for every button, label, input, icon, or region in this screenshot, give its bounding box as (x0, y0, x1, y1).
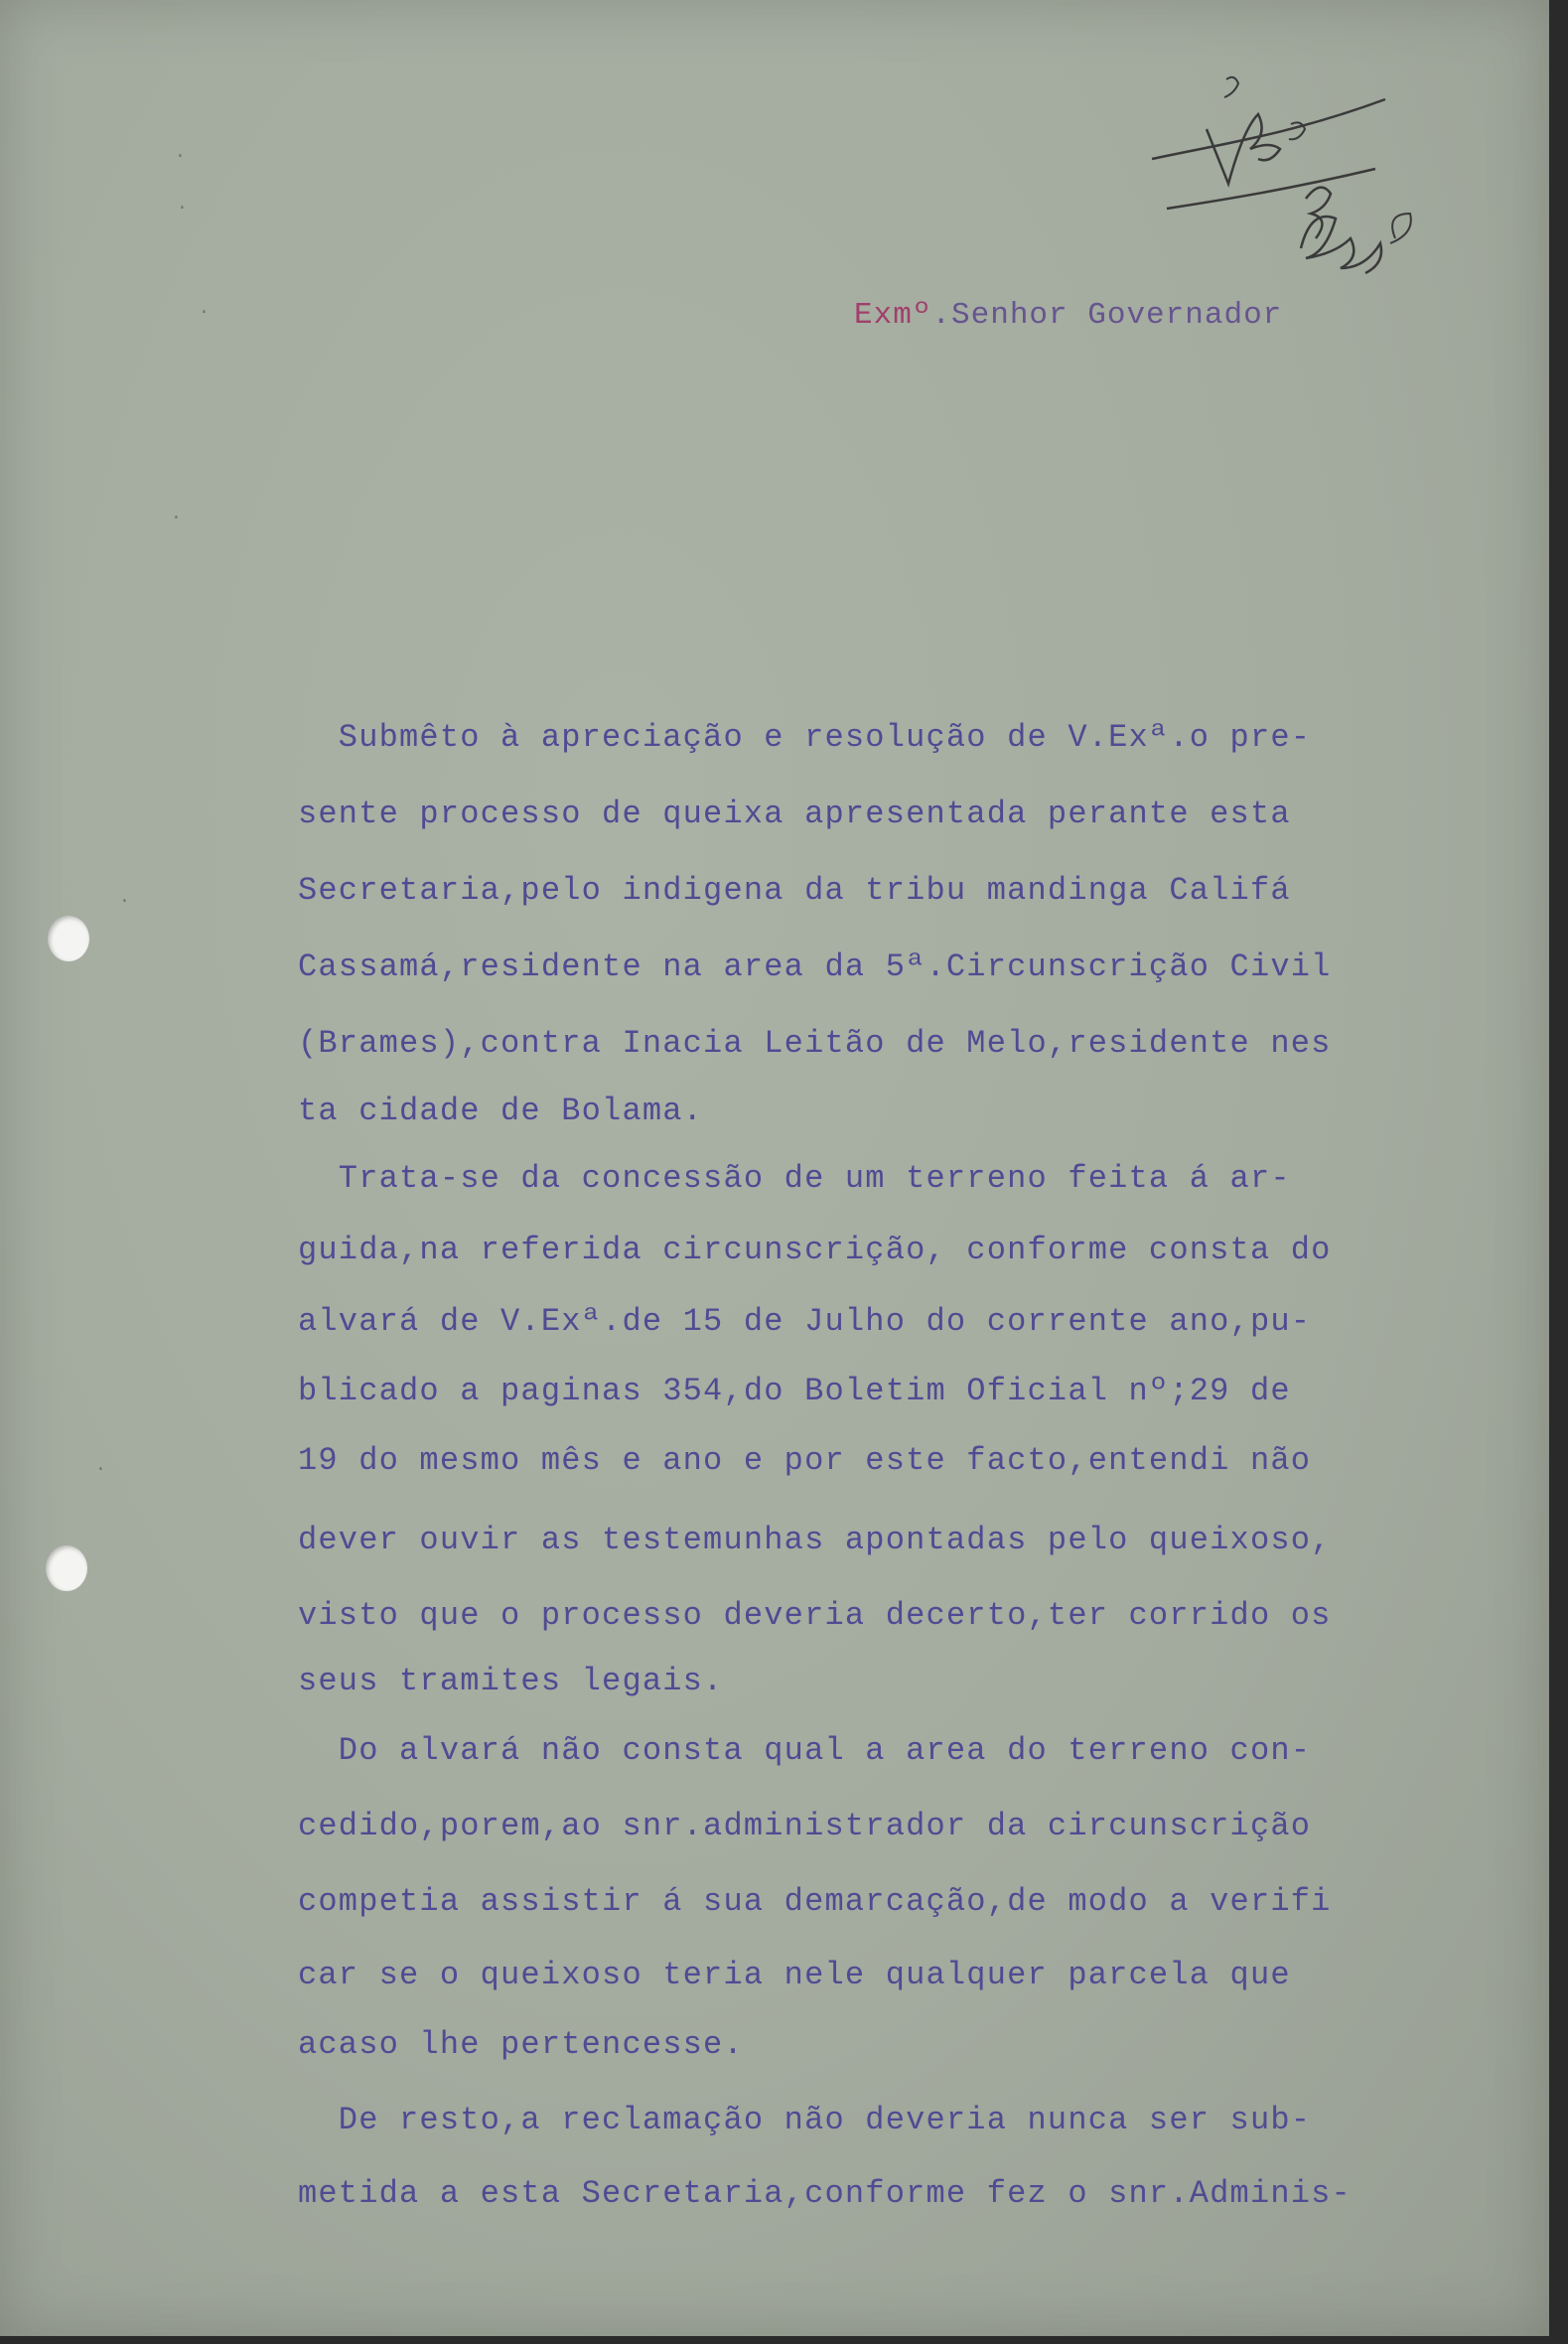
body-line: alvará de V.Exª.de 15 de Julho do corrente ano,pu- (298, 1303, 1312, 1340)
body-line: visto que o processo deveria decerto,ter corrido os (298, 1597, 1332, 1634)
body-line: guida,na referida circunscrição, conforme consta do (298, 1232, 1332, 1268)
body-line: acaso lhe pertencesse. (298, 2026, 744, 2063)
salutation-prefix: Exmº (854, 298, 932, 333)
body-line: ta cidade de Bolama. (298, 1093, 704, 1129)
body-line: De resto,a reclamação não deveria nunca ser sub- (298, 2102, 1312, 2138)
paper-mark: · (171, 509, 182, 528)
punch-hole (48, 916, 89, 961)
body-line: sente processo de queixa apresentada perante esta (298, 796, 1291, 832)
body-line: car se o queixoso teria nele qualquer parcela que (298, 1957, 1291, 1993)
body-line: Do alvará não consta qual a area do terreno con- (298, 1732, 1312, 1769)
body-line: Submêto à apreciação e resolução de V.Exª.o pre- (298, 719, 1312, 756)
paper-mark: · (199, 303, 210, 323)
body-line: dever ouvir as testemunhas apontadas pelo queixoso, (298, 1522, 1332, 1558)
paper-mark: · (95, 1460, 106, 1480)
body-line: (Brames),contra Inacia Leitão de Melo,residente nes (298, 1025, 1332, 1062)
body-line: Secretaria,pelo indigena da tribu mandinga Califá (298, 872, 1291, 909)
salutation (854, 298, 1282, 333)
body-line: competia assistir á sua demarcação,de modo a verifi (298, 1883, 1332, 1920)
body-line: Cassamá,residente na area da 5ª.Circunscrição Civil (298, 949, 1332, 985)
body-line: metida a esta Secretaria,conforme fez o snr.Adminis- (298, 2175, 1352, 2212)
body-line: Trata-se da concessão de um terreno feita á ar- (298, 1160, 1291, 1197)
body-line: blicado a paginas 354,do Boletim Oficial nº;29 de (298, 1373, 1291, 1409)
body-line: seus tramites legais. (298, 1663, 724, 1699)
paper-mark: · (119, 892, 130, 912)
paper-mark: · (175, 147, 186, 167)
body-line: cedido,porem,ao snr.administrador da circunscrição (298, 1808, 1312, 1844)
paper-mark: · (177, 199, 188, 219)
salutation-text: .Senhor Governador (931, 298, 1283, 333)
punch-hole (46, 1545, 87, 1591)
handwritten-signature (1142, 70, 1440, 298)
body-line: 19 do mesmo mês e ano e por este facto,entendi não (298, 1442, 1312, 1479)
